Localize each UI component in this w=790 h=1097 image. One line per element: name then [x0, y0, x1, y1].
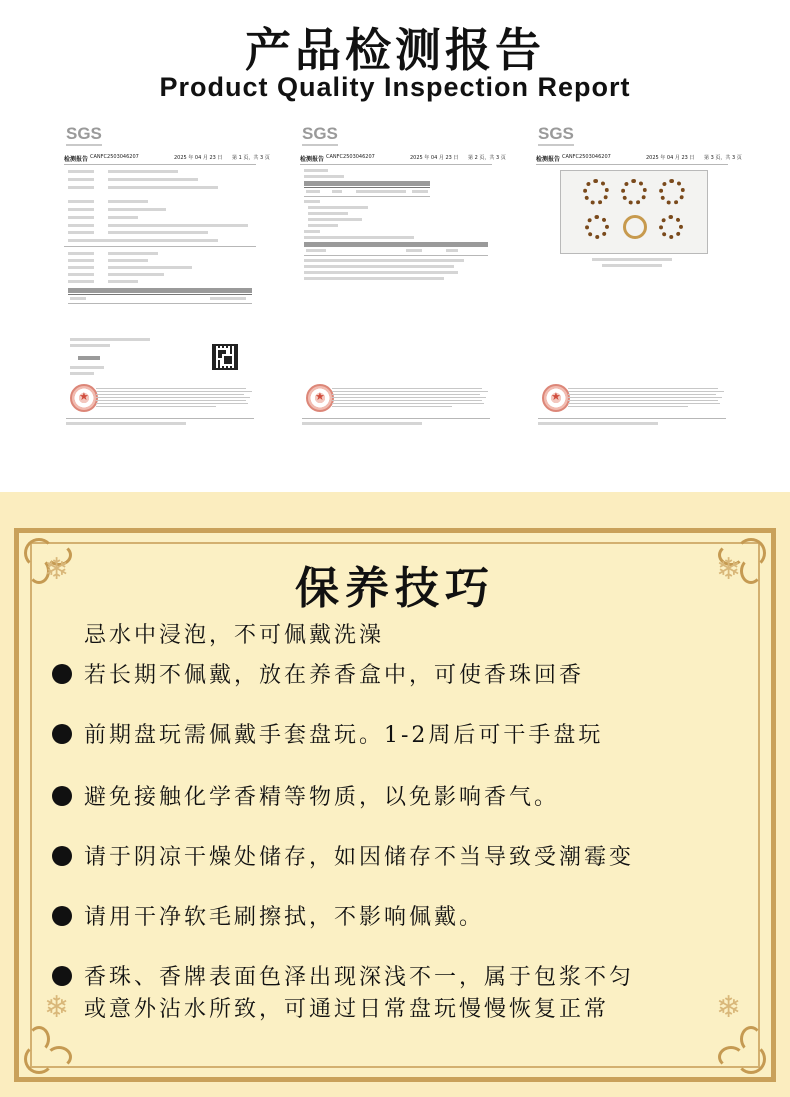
report-heading: 检测报告	[300, 156, 325, 163]
bullet-icon	[52, 724, 72, 744]
bullet-icon	[52, 664, 72, 684]
text-line	[70, 338, 150, 341]
text-line	[308, 224, 338, 227]
table-rule	[304, 255, 488, 256]
sample-photo	[560, 170, 708, 254]
text-line	[356, 190, 406, 193]
text-line	[68, 186, 94, 189]
tip-item	[52, 618, 752, 658]
tip-text: 或意外沾水所致，可通过日常盘玩慢慢恢复正常	[84, 997, 610, 1022]
text-line	[446, 249, 458, 252]
text-line	[412, 190, 428, 193]
photo-caption	[592, 258, 672, 261]
text-line	[306, 249, 326, 252]
text-line	[68, 280, 94, 283]
report-heading: 检测报告	[536, 156, 561, 163]
text-line	[210, 297, 246, 300]
divider	[300, 164, 492, 165]
text-line	[308, 218, 362, 221]
text-line	[308, 206, 368, 209]
text-line	[70, 372, 94, 375]
tip-item	[52, 840, 752, 880]
tip-text: 前期盘玩需佩戴手套盘玩。1-2周后可干手盘玩	[84, 723, 604, 748]
report-number: CANFC2503046207	[90, 154, 139, 160]
report-page-number: 第 1 页，共 3 页	[232, 155, 270, 161]
text-line	[68, 259, 94, 262]
text-line	[304, 169, 328, 172]
snowflake-icon: ❄	[44, 990, 70, 1025]
report-heading: 检测报告	[64, 156, 89, 163]
report-page-number: 第 3 页，共 3 页	[704, 155, 742, 161]
text-line	[108, 266, 192, 269]
inspection-seal	[542, 384, 570, 412]
text-line	[306, 190, 320, 193]
text-line	[68, 266, 94, 269]
divider	[64, 164, 256, 165]
bead-bracelet	[583, 179, 609, 205]
text-line	[304, 265, 454, 268]
text-line	[68, 208, 94, 211]
report-footer-text	[96, 388, 254, 409]
tip-item	[52, 658, 752, 698]
text-line	[68, 170, 94, 173]
report-page-3	[532, 118, 742, 434]
text-line	[70, 366, 104, 369]
bead-bracelet	[623, 215, 647, 239]
report-title-en: Product Quality Inspection Report	[159, 72, 631, 102]
tip-item	[52, 780, 752, 820]
inspection-seal	[70, 384, 98, 412]
text-line	[108, 224, 248, 227]
bullet-icon	[52, 966, 72, 986]
text-line	[406, 249, 422, 252]
report-number: CANFC2503046207	[562, 154, 611, 160]
report-date: 2025 年 04 月 23 日	[174, 155, 223, 161]
text-line	[70, 297, 86, 300]
sample-table-header	[304, 181, 430, 186]
text-line	[108, 259, 148, 262]
text-line	[68, 178, 94, 181]
photo-caption	[602, 264, 662, 267]
divider	[64, 246, 256, 247]
tip-text: 请用干净软毛刷擦拭，不影响佩戴。	[84, 905, 485, 930]
text-line	[108, 208, 166, 211]
text-line	[108, 170, 178, 173]
text-line	[70, 344, 110, 347]
qr-code	[212, 344, 238, 370]
inspection-report-section	[0, 0, 790, 492]
table-rule	[68, 303, 252, 304]
text-line	[108, 186, 218, 189]
text-line	[108, 231, 208, 234]
text-line	[108, 216, 138, 219]
inspection-seal	[306, 384, 334, 412]
tip-text: 忌水中浸泡，不可佩戴洗澡	[84, 623, 385, 648]
tip-text: 若长期不佩戴，放在养香盒中，可使香珠回香	[84, 663, 585, 688]
text-line	[108, 200, 148, 203]
report-page-number: 第 2 页，共 3 页	[468, 155, 506, 161]
divider	[66, 418, 254, 419]
text-line	[66, 422, 186, 425]
report-title-cn: 产品检测报告	[245, 23, 545, 77]
report-footer-text	[568, 388, 726, 409]
divider	[536, 164, 728, 165]
table-rule	[304, 187, 430, 188]
bullet-icon	[52, 846, 72, 866]
maintenance-title: 保养技巧	[295, 563, 495, 614]
table-rule	[304, 196, 430, 197]
tip-item	[52, 900, 752, 940]
snowflake-icon: ❄	[716, 990, 742, 1025]
tip-item	[52, 992, 752, 1032]
text-line	[68, 239, 218, 242]
text-line	[302, 422, 422, 425]
report-header-row	[300, 154, 506, 163]
report-date: 2025 年 04 月 23 日	[646, 155, 695, 161]
snowflake-icon: ❄	[44, 552, 70, 587]
text-line	[304, 271, 458, 274]
divider	[538, 418, 726, 419]
snowflake-icon: ❄	[716, 552, 742, 587]
tip-item	[52, 718, 752, 758]
text-line	[108, 252, 158, 255]
result-table-header	[304, 242, 488, 247]
text-line	[304, 277, 444, 280]
text-line	[304, 259, 464, 262]
report-page-1	[60, 118, 270, 434]
text-line	[304, 236, 414, 239]
sgs-logo: SGS	[302, 124, 338, 143]
text-line	[304, 230, 320, 233]
tip-text: 香珠、香牌表面色泽出现深浅不一，属于包浆不匀	[84, 965, 635, 990]
text-line	[108, 273, 164, 276]
text-line	[68, 216, 94, 219]
report-footer-text	[332, 388, 490, 409]
text-line	[304, 175, 344, 178]
report-number: CANFC2503046207	[326, 154, 375, 160]
report-header-row	[536, 154, 742, 163]
bead-bracelet	[585, 215, 609, 239]
text-line	[68, 200, 94, 203]
text-line	[304, 200, 320, 203]
bullet-icon	[52, 786, 72, 806]
text-line	[68, 273, 94, 276]
text-line	[538, 422, 658, 425]
divider	[302, 418, 490, 419]
tip-text: 避免接触化学香精等物质，以免影响香气。	[84, 785, 560, 810]
table-rule	[68, 294, 252, 295]
text-line	[68, 231, 94, 234]
text-line	[108, 280, 138, 283]
bead-bracelet	[659, 179, 685, 205]
sgs-logo-underline	[302, 144, 338, 146]
text-line	[108, 178, 198, 181]
result-table-header	[68, 288, 252, 293]
bullet-icon	[52, 906, 72, 926]
report-page-2	[296, 118, 506, 434]
text-line	[68, 252, 94, 255]
sgs-logo: SGS	[66, 124, 102, 143]
sgs-logo: SGS	[538, 124, 574, 143]
report-header-row	[64, 154, 270, 163]
tip-text: 请于阴凉干燥处储存，如因储存不当导致受潮霉变	[84, 845, 635, 870]
sgs-logo-underline	[66, 144, 102, 146]
bead-bracelet	[621, 179, 647, 205]
text-line	[332, 190, 342, 193]
report-date: 2025 年 04 月 23 日	[410, 155, 459, 161]
signature	[78, 356, 100, 360]
sgs-logo-underline	[538, 144, 574, 146]
text-line	[308, 212, 348, 215]
text-line	[68, 224, 94, 227]
bead-bracelet	[659, 215, 683, 239]
